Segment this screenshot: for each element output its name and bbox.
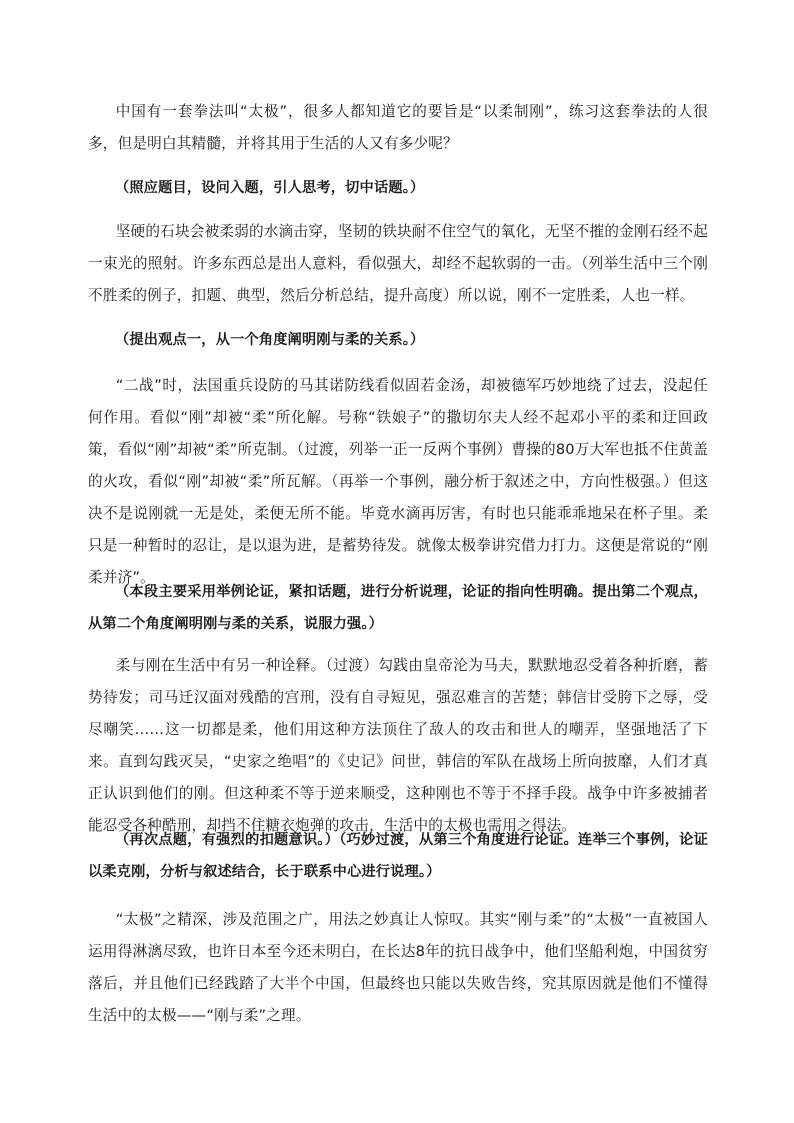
annotation-3: （本段主要采用举例论证，紧扣话题，进行分析说理，论证的指向性明确。提出第二个观点，从第二个角度阐明刚与柔的关系，说服力强。） [88, 584, 708, 632]
paragraph-intro: 中国有一套拳法叫“太极”，很多人都知道它的要旨是“以柔制刚”，练习这套拳法的人很多，但是明白其精髓，并将其用于生活的人又有多少呢？ [88, 103, 708, 152]
paragraph-4: 柔与刚在生活中有另一种诠释。（过渡）勾践由皇帝沦为马夫，默默地忍受着各种折磨，蓄势待发；司马迁汉面对残酷的宫刑，没有自寻短见，强忍难言的苦楚；韩信甘受胯下之辱，受尽嘲笑……这一切都是柔，他们用这种方法顶住了敌人的攻击和世人的嘲弄，坚强地活了下来。直到勾践灭吴，“史家之绝唱”的《史记》问世，韩信的军队在战场上所向披靡，人们才真正认识到他们的刚。但这种柔不等于逆来顺受，这种刚也不等于不择手段。战争中许多被捕者能忍受各种酷刑，却挡不住糖衣炮弹的攻击，生活中的太极也需用之得法。 [88, 657, 708, 834]
paragraph-5: “太极”之精深，涉及范围之广，用法之妙真让人惊叹。其实“刚与柔”的“太极”一直被国人运用得淋漓尽致，也许日本至今还未明白，在长达8年的抗日战争中，他们坚船利炮，中国贫穷落后，并且他们已经践踏了大半个中国，但最终也只能以失败告终，究其原因就是他们不懂得生活中的太极——“刚与柔”之理。 [88, 911, 708, 1024]
annotation-1: （照应题目，设问入题，引人思考，切中话题。） [114, 180, 425, 196]
paragraph-3: “二战”时，法国重兵设防的马其诺防线看似固若金汤，却被德军巧妙地绕了过去，没起任何作用。看似“刚”却被“柔”所化解。号称“铁娘子”的撒切尔夫人经不起邓小平的柔和迂回政策，看似“刚”却被“柔”所克制。（过渡，列举一正一反两个事例）曹操的80万大军也抵不住黄盖的火攻，看似“刚”却被“柔”所瓦解。（再举一个事例，融分析于叙述之中，方向性极强。）但这决不是说刚就一无是处，柔便无所不能。毕竟水滴再厉害，有时也只能乖乖地呆在杯子里。柔只是一种暂时的忍让，是以退为进，是蓄势待发。就像太极拳讲究借力打力。这便是常说的“刚柔并济”。 [88, 377, 708, 586]
annotation-4: （再次点题，有强烈的扣题意识。）（巧妙过渡，从第三个角度进行论证。连举三个事例，论证以柔克刚，分析与叙述结合，长于联系中心进行说理。） [88, 832, 708, 880]
paragraph-2: 坚硬的石块会被柔弱的水滴击穿，坚韧的铁块耐不住空气的氧化，无坚不摧的金刚石经不起一束光的照射。许多东西总是出人意料，看似强大，却经不起软弱的一击。（列举生活中三个刚不胜柔的例子，扣题、典型，然后分析总结，提升高度）所以说，刚不一定胜柔，人也一样。 [88, 223, 708, 304]
annotation-2: （提出观点一，从一个角度阐明刚与柔的关系。） [114, 332, 425, 348]
